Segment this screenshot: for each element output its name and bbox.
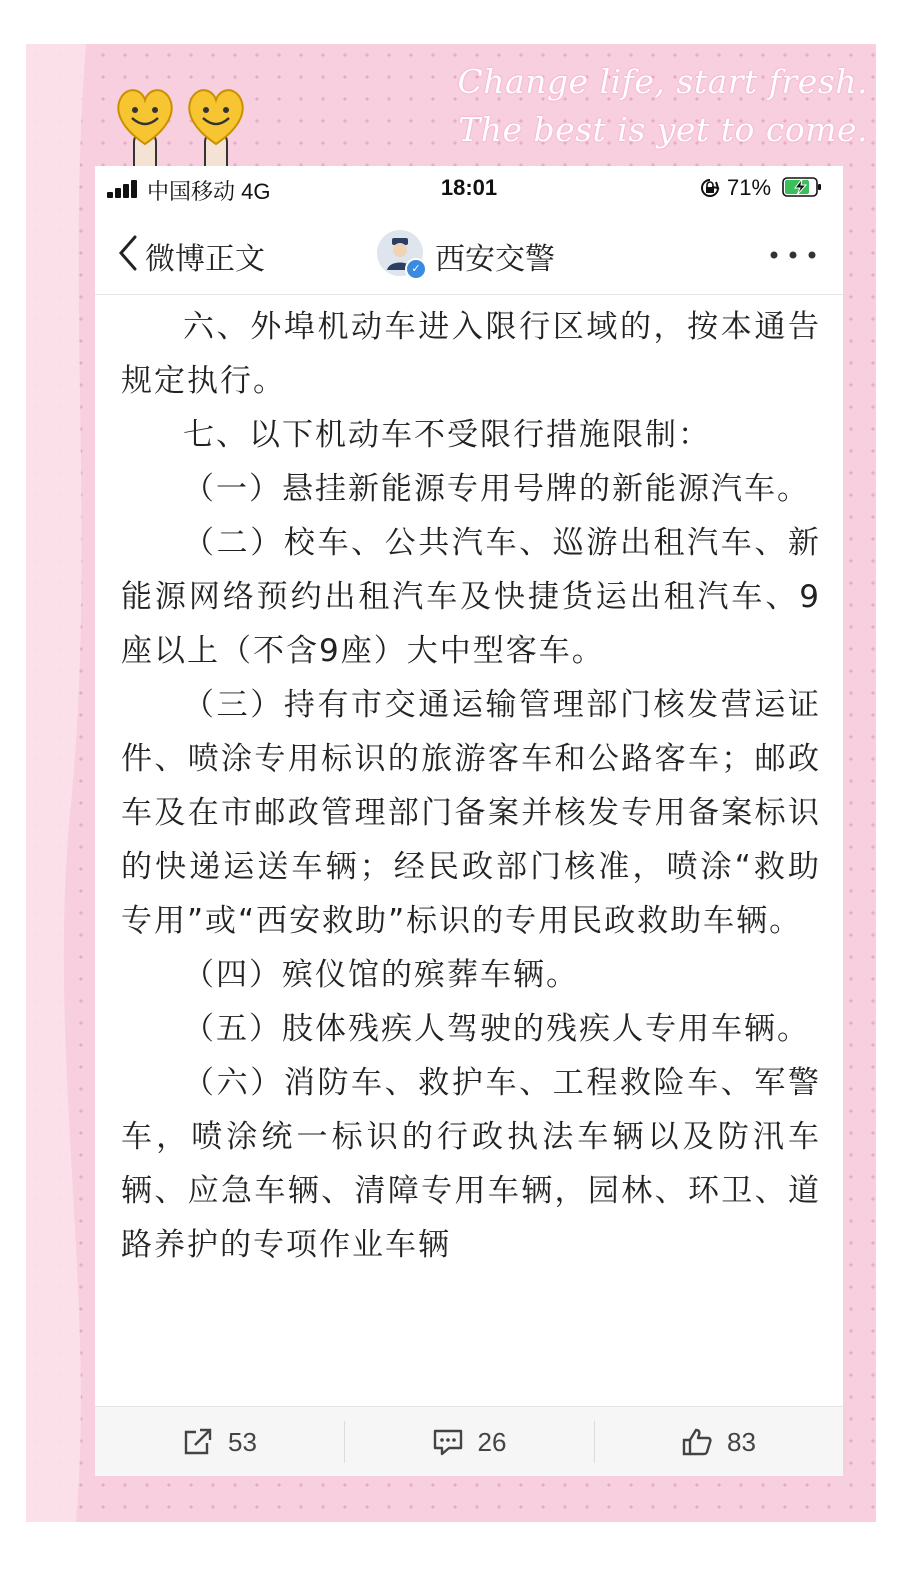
battery-charging-icon [782, 176, 822, 198]
status-bar [95, 166, 843, 212]
comment-button[interactable] [344, 1407, 594, 1476]
like-count: 83 [727, 1426, 756, 1457]
post-paragraph: （六）消防车、救护车、工程救险车、军警车，喷涂统一标识的行政执法车辆以及防汛车辆、应急车辆、清障专用车辆，园林、环卫、道路养护的专项作业车辆 [121, 1065, 821, 1263]
rotation-lock-icon [699, 177, 721, 199]
more-options-icon[interactable] [769, 250, 817, 260]
repost-button[interactable] [95, 1407, 344, 1476]
phone-screen [95, 166, 843, 1476]
action-bar [95, 1406, 843, 1476]
like-button[interactable] [594, 1407, 843, 1476]
post-paragraph: （一）悬挂新能源专用号牌的新能源汽车。 [183, 471, 810, 507]
post-body [121, 300, 821, 1404]
slogan-line-2: The best is yet to come. [458, 110, 868, 149]
comment-icon [432, 1427, 464, 1457]
comment-count: 26 [477, 1426, 507, 1457]
post-paragraph: （四）殡仪馆的殡葬车辆。 [183, 957, 579, 993]
slogan-line-1: Change life, start fresh. [457, 62, 868, 101]
thumbs-up-icon [681, 1427, 713, 1457]
post-paragraph: （五）肢体残疾人驾驶的残疾人专用车辆。 [183, 1011, 810, 1047]
heart-smiley-icon [183, 86, 249, 178]
back-chevron-icon[interactable] [117, 234, 139, 272]
post-paragraph: 六、外埠机动车进入限行区域的，按本通告规定执行。 [121, 309, 821, 399]
battery-percent: 71% [727, 175, 772, 200]
heart-smiley-icon [112, 86, 178, 178]
post-paragraph: 七、以下机动车不受限行措施限制： [183, 417, 711, 453]
frame-wave-decoration [26, 44, 106, 1522]
nav-bar [95, 218, 843, 295]
post-paragraph: （二）校车、公共汽车、巡游出租汽车、新能源网络预约出租汽车及快捷货运出租汽车、9座以上（不含9座）大中型客车。 [121, 525, 821, 669]
back-button[interactable]: 微博正文 [145, 242, 265, 277]
account-name[interactable]: 西安交警 [435, 242, 555, 277]
repost-icon [182, 1427, 214, 1457]
carrier-label: 中国移动 4G [147, 179, 271, 204]
post-paragraph: （三）持有市交通运输管理部门核发营运证件、喷涂专用标识的旅游客车和公路客车；邮政车及在市邮政管理部门备案并核发专用备案标识的快递运送车辆；经民政部门核准，喷涂“救助专用”或“西安救助”标识的专用民政救助车辆。 [121, 687, 821, 939]
account-avatar[interactable] [377, 230, 423, 276]
verified-badge-icon: ✓ [405, 258, 427, 280]
status-time: 18:01 [440, 175, 498, 200]
repost-count: 53 [228, 1426, 257, 1457]
